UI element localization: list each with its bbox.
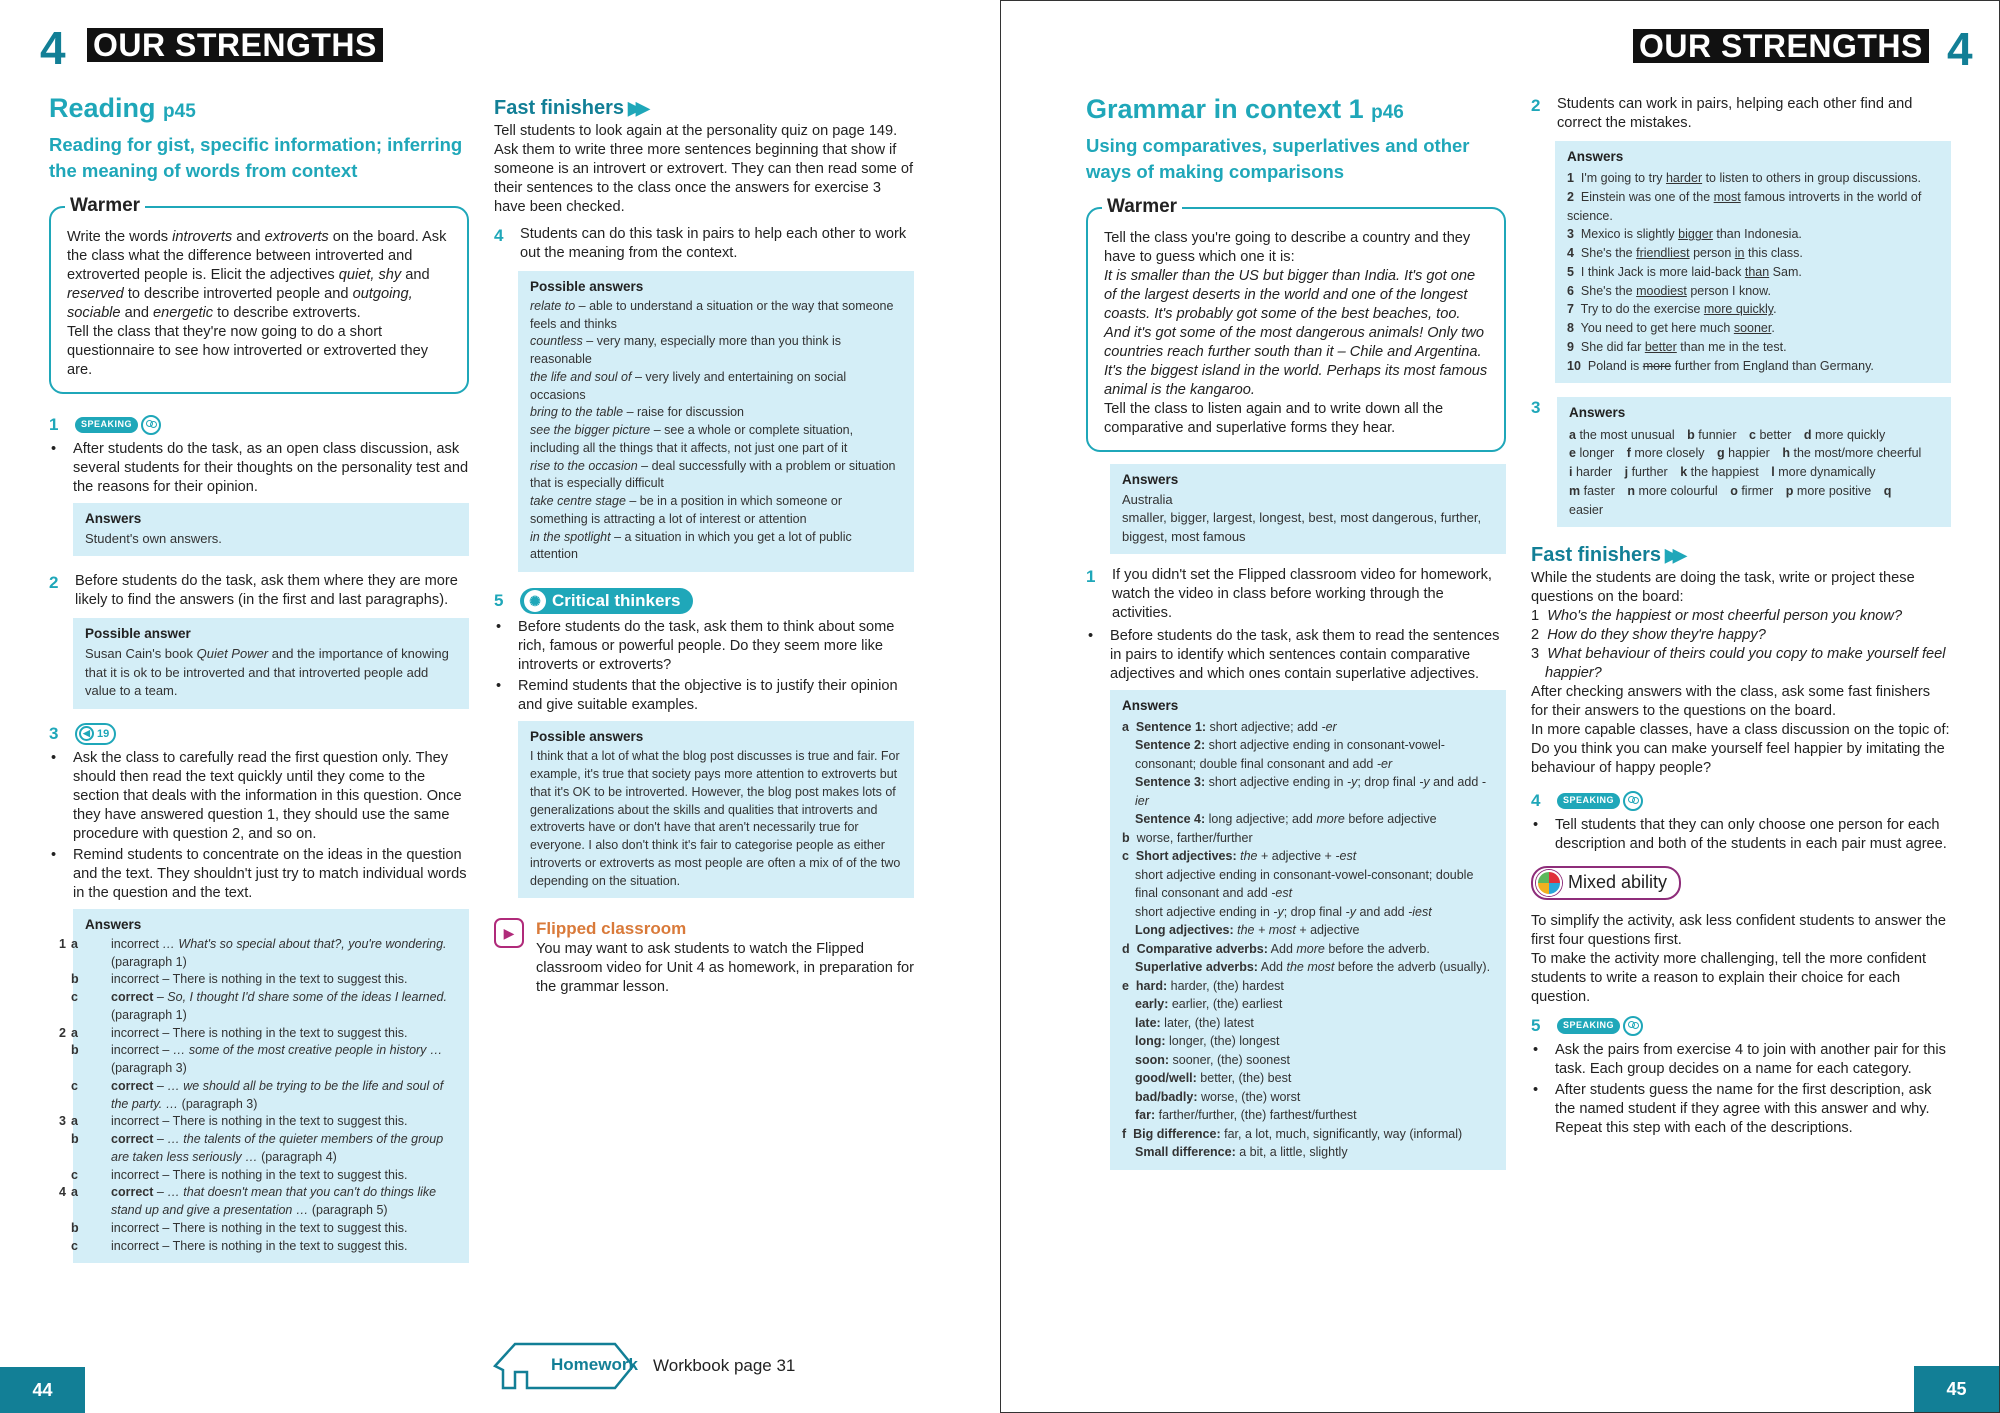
fast-finishers-title-right: Fast finishers ▶▶	[1531, 544, 1681, 567]
ex1-number: 1	[49, 414, 59, 434]
double-chevron-icon: ▶▶	[1665, 545, 1681, 566]
g-ex2: 2 Students can work in pairs, helping each other find and correct the mistakes.	[1531, 96, 1913, 131]
ex5-header: 5 ✺ Critical thinkers	[494, 588, 914, 614]
ex4-answers: Possible answers relate to – able to understand a situation or the way that someone feels and thinks countless – very many, especially more than you think is reasonable the life and soul of – very lively and entertaining on social occasions bring to the table – raise for discussion see the bigger picture – see a whole or complete situation, including all the things that it affects, not just one part of it rise to the occasion – deal successfully with a problem or situation that is especially difficult take centre stage – be in a position in which someone or something is attracting a lot of interest or attention in the spotlight – a situation in which you get a lot of public attention	[518, 271, 914, 572]
ex3-answers: Answers 1 a incorrect … What's so special about that?, you're wondering. (paragraph 1) b incorrect – There is nothing in the text to suggest this. c correct – So, I thought I'd share some of the ideas I learned. (paragraph 1) 2 a incorrect – There is nothing in the text to suggest this. b incorrect – … some of the most creative people in history … (paragraph 3) c correct – … we should all be trying to be the life and soul of the party. … (paragraph 3) 3 a incorrect – There is nothing in the text to suggest this. b correct – … the talents of the quieter members of the group are taken less seriously … (paragraph 4) c incorrect – There is nothing in the text to suggest this. 4 a correct – … that doesn't mean that you can't do things like stand up and give a presentation … (paragraph 5) b incorrect – There is nothing in the text to suggest this. c incorrect – There is nothing in the text to suggest this.	[73, 909, 469, 1264]
lightbulb-icon: ✺	[524, 590, 546, 612]
reading-subtitle: Reading for gist, specific information; inferring the meaning of words from context	[49, 134, 463, 181]
ex1-bullet: • After students do the task, as an open class discussion, ask several students for their thoughts on the personality test and the reasons for their opinion.	[49, 440, 469, 497]
answer-row: c correct – … we should all be trying to be the life and soul of the party. … (paragraph 3)	[71, 1078, 444, 1111]
ex5-answers: Possible answers I think that a lot of what the blog post discusses is true and fair. For example, it's true that society pays more attention to extroverts but that it's OK to be introverted. However, the blog post makes lots of generalizations about the skills and qualities that introverts and extroverts have or don't have that aren't necessarily true for everyone. I also don't think it's fair to categorise people as either introverts or extroverts as most people are often a mix of of the two depending on the situation.	[518, 721, 914, 898]
critical-thinkers-badge: ✺ Critical thinkers	[520, 588, 693, 614]
flipped-classroom	[494, 918, 914, 997]
ex3-header: 3 ◀ 19	[49, 723, 469, 745]
flipped-text: You may want to ask students to watch the Flipped classroom video for Unit 4 as homework, in preparation for the grammar lesson.	[536, 941, 914, 996]
definition-row: take centre stage – be in a position in which someone or something is attracting a lot of interest or attention	[530, 494, 843, 526]
grammar-title: Grammar in context 1 p46	[1086, 94, 1404, 124]
grammar-subtitle: Using comparatives, superlatives and other ways of making comparisons	[1086, 135, 1470, 182]
left-column-2	[494, 96, 914, 997]
warmer-box	[49, 195, 469, 394]
answer-row: m faster n more colourful o firmer p more positive q easier	[1569, 483, 1892, 517]
unit-number-right: 4	[1947, 23, 1973, 75]
colour-wheel-icon	[1536, 870, 1562, 896]
ex3-bullets: • Ask the class to carefully read the first question only. They should then read the text quickly until they come to the section that deals with the information in this question. Once they have answered question 1, they should use the same procedure with question 2, and so on. • Remind students to concentrate on the ideas in the question and the text. They shouldn't just try to match individual words in the question and the text.	[49, 749, 469, 903]
g-ex5-header: 5 SPEAKING	[1531, 1015, 1951, 1037]
mixed-ability-badge: Mixed ability	[1531, 866, 1681, 900]
g-ex3: 3 Answers a the most unusual b funnier c better d more quickly e longer f more closely g happier h the most/more cheerful i harder j further k the happiest l more dynamically m faster n more colourful o firmer p more positive q easier	[1531, 397, 1951, 527]
double-chevron-icon: ▶▶	[628, 98, 644, 118]
ex1-answers: Answers Student's own answers.	[73, 503, 469, 557]
answer-row: 2 a incorrect – There is nothing in the text to suggest this.	[59, 1025, 408, 1040]
answer-row: b incorrect – … some of the most creative people in history … (paragraph 3)	[71, 1043, 443, 1076]
play-icon: ◀	[79, 726, 94, 741]
answer-row: c incorrect – There is nothing in the text to suggest this.	[71, 1238, 408, 1253]
answer-row: i harder j further k the happiest l more dynamically	[1569, 465, 1876, 480]
definition-row: countless – very many, especially more than you think is reasonable	[530, 334, 842, 367]
g-ex2-answers: Answers 1 I'm going to try harder to listen to others in group discussions. 2 Einstein was one of the most famous introverts in the world of science. 3 Mexico is slightly bigger than Indonesia. 4 She's the friendliest person in this class. 5 I think Jack is more laid-back than Sam. 6 She's the moodiest person I know. 7 Try to do the exercise more quickly. 8 You need to get here much sooner. 9 She did far better than me in the test. 10 Poland is more further from England than Germany.	[1555, 141, 1951, 384]
right-column-2: 2 Students can work in pairs, helping each other find and correct the mistakes. Answers 1 I'm going to try harder to listen to others in group discussions. 2 Einstein was one of the most famous introverts in the world of science. 3 Mexico is slightly bigger than Indonesia. 4 She's the friendliest person in this class. 5 I think Jack is more laid-back than Sam. 6 She's the moodiest person I know. 7 Try to do the exercise more quickly. 8 You need to get here much sooner. 9 She did far better than me in the test. 10 Poland is more further from England than Germany. 3 Answers a the most unusual b funnier c better d more quickly e longer f more closely g happier h the most/more cheerful i harder j further k the happiest l more dynamically m faster n more colourful o firmer p more positive q easier Fast finishers ▶▶ While the students are doing the task, write or project these questions on the board: 1 Who's the happiest or most cheerful person you know? 2 How do they show they're happy? 3 What behaviour of theirs could you copy to make yourself feel happier? After checking answers with the class, ask some fast finishers for their answers to the questions on the board. In more capable classes, have a class discussion on the topic of: Do you think you can make yourself feel happier by imitating the behaviour of happy people? 4 SPEAKING • Tell students that they can only choose one person for each description and both of the students in each pair must agree. Mixed ability To simplify the activity, ask less confident students to answer the first four questions first. To make the activity more challenging, tell the more confident students to write a reason to explain their choice for each question. 5 SPEAKING • Ask the pairs from exercise 4 to join with another pair for this task. Each group decides on a name for each category. • After students guess the name for the first description, ask the named student if they agree with this answer and why. Repeat this step with each of the descriptions.	[1531, 95, 1951, 1144]
fast-finishers-text: Tell students to look again at the personality quiz on page 149. Ask them to write three more sentences beginning that show if someone is an introvert or extrovert. They can then read some of their sentences to the class once the answers for exercise 3 have been checked.	[494, 123, 914, 215]
unit-number: 4	[40, 22, 66, 74]
speaking-badge: SPEAKING	[1557, 791, 1643, 811]
answer-row: 3 a incorrect – There is nothing in the text to suggest this.	[59, 1114, 408, 1129]
speaking-icon	[141, 415, 161, 435]
warmer-text: Write the words introverts and extroverts on the board. Ask the class what the difference between introverted and extroverted people is. Elicit the adjectives quiet, shy and reserved to describe introverted people and outgoing, sociable and energetic to describe extroverts.	[67, 229, 447, 321]
unit-title-badge-right: OUR STRENGTHS	[1633, 29, 1929, 63]
homework-text: Workbook page 31	[653, 1355, 796, 1375]
speaking-badge: SPEAKING	[75, 415, 161, 435]
g-ex4-bullets: • Tell students that they can only choose one person for each description and both of the students in each pair must agree.	[1531, 816, 1951, 854]
answer-row: b correct – … the talents of the quieter members of the group are taken less seriously … (paragraph 4)	[71, 1132, 444, 1164]
left-column-1	[49, 92, 469, 1263]
g-ex4-header: 4 SPEAKING	[1531, 790, 1951, 812]
ex2: 2 Before students do the task, ask them where they are more likely to find the answers (in the first and last paragraphs).	[49, 573, 458, 609]
speaking-icon	[1623, 1016, 1643, 1036]
right-column-1	[1086, 93, 1506, 1170]
answer-row: a the most unusual b funnier c better d more quickly	[1569, 427, 1886, 442]
right-page	[1000, 0, 2000, 1413]
flipped-classroom-icon: ▶	[494, 918, 524, 948]
definition-row: in the spotlight – a situation in which you get a lot of public attention	[530, 529, 852, 562]
audio-track-badge[interactable]: ◀ 19	[75, 723, 116, 745]
warmer-label: Warmer	[65, 195, 145, 217]
fast-finishers-title: Fast finishers ▶▶	[494, 97, 644, 119]
unit-title-badge: OUR STRENGTHS	[87, 28, 383, 62]
definition-row: bring to the table – raise for discussion	[530, 405, 745, 420]
answer-row: b incorrect – There is nothing in the text to suggest this.	[71, 1220, 408, 1235]
ex1-header	[49, 414, 469, 436]
answer-row: 4 a correct – … that doesn't mean that you can't do things like stand up and give a presentation … (paragraph 5)	[59, 1185, 437, 1218]
homework-house-icon	[493, 1340, 643, 1392]
answer-row: e longer f more closely g happier h the most/more cheerful	[1569, 446, 1922, 461]
warmer-label-right: Warmer	[1102, 196, 1182, 218]
ex2-answer: Possible answer Susan Cain's book Quiet Power and the importance of knowing that it is ok to be introverted and that introverted people add value to a team.	[73, 618, 469, 709]
g-ex1-answers: Answers a Sentence 1: short adjective; add -er Sentence 2: short adjective ending in consonant-vowel-consonant; double final consonant and add -er Sentence 3: short adjective ending in -y; drop final -y and add -ier Sentence 4: long adjective; add more before adjective b worse, farther/further c Short adjectives: the + adjective + -est short adjective ending in consonant-vowel-consonant; double final consonant and add -est short adjective ending in -y; drop final -y and add -iest Long adjectives: the + most + adjective d Comparative adverbs: Add more before the adverb. Superlative adverbs: Add the most before the adverb (usually). e hard: harder, (the) hardest early: earlier, (the) earliest late: later, (the) latest long: longer, (the) longest soon: sooner, (the) soonest good/well: better, (the) best bad/badly: worse, (the) worst far: farther/further, (the) farthest/furthest f Big difference: far, a lot, much, significantly, way (informal) Small difference: a bit, a little, slightly	[1110, 690, 1506, 1170]
g-ex3-answers: Answers a the most unusual b funnier c better d more quickly e longer f more closely g happier h the most/more cheerful i harder j further k the happiest l more dynamically m faster n more colourful o firmer p more positive q easier	[1557, 397, 1951, 527]
speaking-icon	[1623, 791, 1643, 811]
answer-row: c correct – So, I thought I'd share some of the ideas I learned. (paragraph 1)	[71, 990, 447, 1022]
homework-footer	[493, 1340, 795, 1392]
page-number-45: 45	[1914, 1366, 1999, 1412]
reading-title: Reading p45	[49, 93, 196, 123]
warmer-box-right: Warmer Tell the class you're going to describe a country and they have to guess which one it is: It is smaller than the US but bigger than India. It's got one of the largest deserts in the world and one of the longest coasts. It's probably got some of the best beaches, too. And it's got some of the most dangerous animals! Only two countries reach further south than it – Chile and Argentina. It's the biggest island in the world. Perhaps its most famous animal is the kangaroo. Tell the class to listen again and to write down all the comparative and superlative forms they hear.	[1086, 207, 1506, 452]
ex1-bullets	[49, 440, 469, 497]
g-ex1-bullets: • Before students do the task, ask them to read the sentences in pairs to identify which sentences contain comparative adjectives and which ones contain superlative adjectives.	[1086, 627, 1506, 684]
page-number-44: 44	[0, 1367, 85, 1413]
definition-row: relate to – able to understand a situation or the way that someone feels and thinks	[530, 298, 894, 331]
definition-row: rise to the occasion – deal successfully with a problem or situation that is especially difficult	[530, 458, 896, 491]
ex5-bullets: • Before students do the task, ask them to think about some rich, famous or powerful people. Do they seem more like introverts or extroverts? • Remind students that the objective is to justify their opinion and give suitable examples.	[494, 618, 914, 715]
flipped-title: Flipped classroom	[536, 919, 687, 939]
speaking-badge: SPEAKING	[1557, 1016, 1643, 1036]
warmer-answers: Answers Australia smaller, bigger, largest, longest, best, most dangerous, further, biggest, most famous	[1110, 464, 1506, 555]
homework-label: Homework	[551, 1355, 638, 1374]
ex4: 4 Students can do this task in pairs to help each other to work out the meaning from the context.	[494, 225, 907, 261]
answer-row: 1 a incorrect … What's so special about that?, you're wondering. (paragraph 1)	[59, 936, 447, 969]
g-ex5-bullets: • Ask the pairs from exercise 4 to join with another pair for this task. Each group decides on a name for each category. • After students guess the name for the first description, ask the named student if they agree with this answer and why. Repeat this step with each of the descriptions.	[1531, 1041, 1951, 1138]
mixed-ability-badge-wrap	[1531, 866, 1951, 902]
answer-row: b incorrect – There is nothing in the text to suggest this.	[71, 972, 408, 987]
definition-row: the life and soul of – very lively and entertaining on social occasions	[530, 369, 847, 402]
answer-row: c incorrect – There is nothing in the text to suggest this.	[71, 1167, 408, 1182]
warmer-text-2: Tell the class that they're now going to do a short questionnaire to see how introverted or extroverted they are.	[67, 323, 428, 378]
definition-row: see the bigger picture – see a whole or complete situation, including all the things that it affects, not just one part of it	[530, 423, 854, 455]
g-ex1: 1 If you didn't set the Flipped classroom video for homework, watch the video in class before working through the activities.	[1086, 567, 1492, 622]
